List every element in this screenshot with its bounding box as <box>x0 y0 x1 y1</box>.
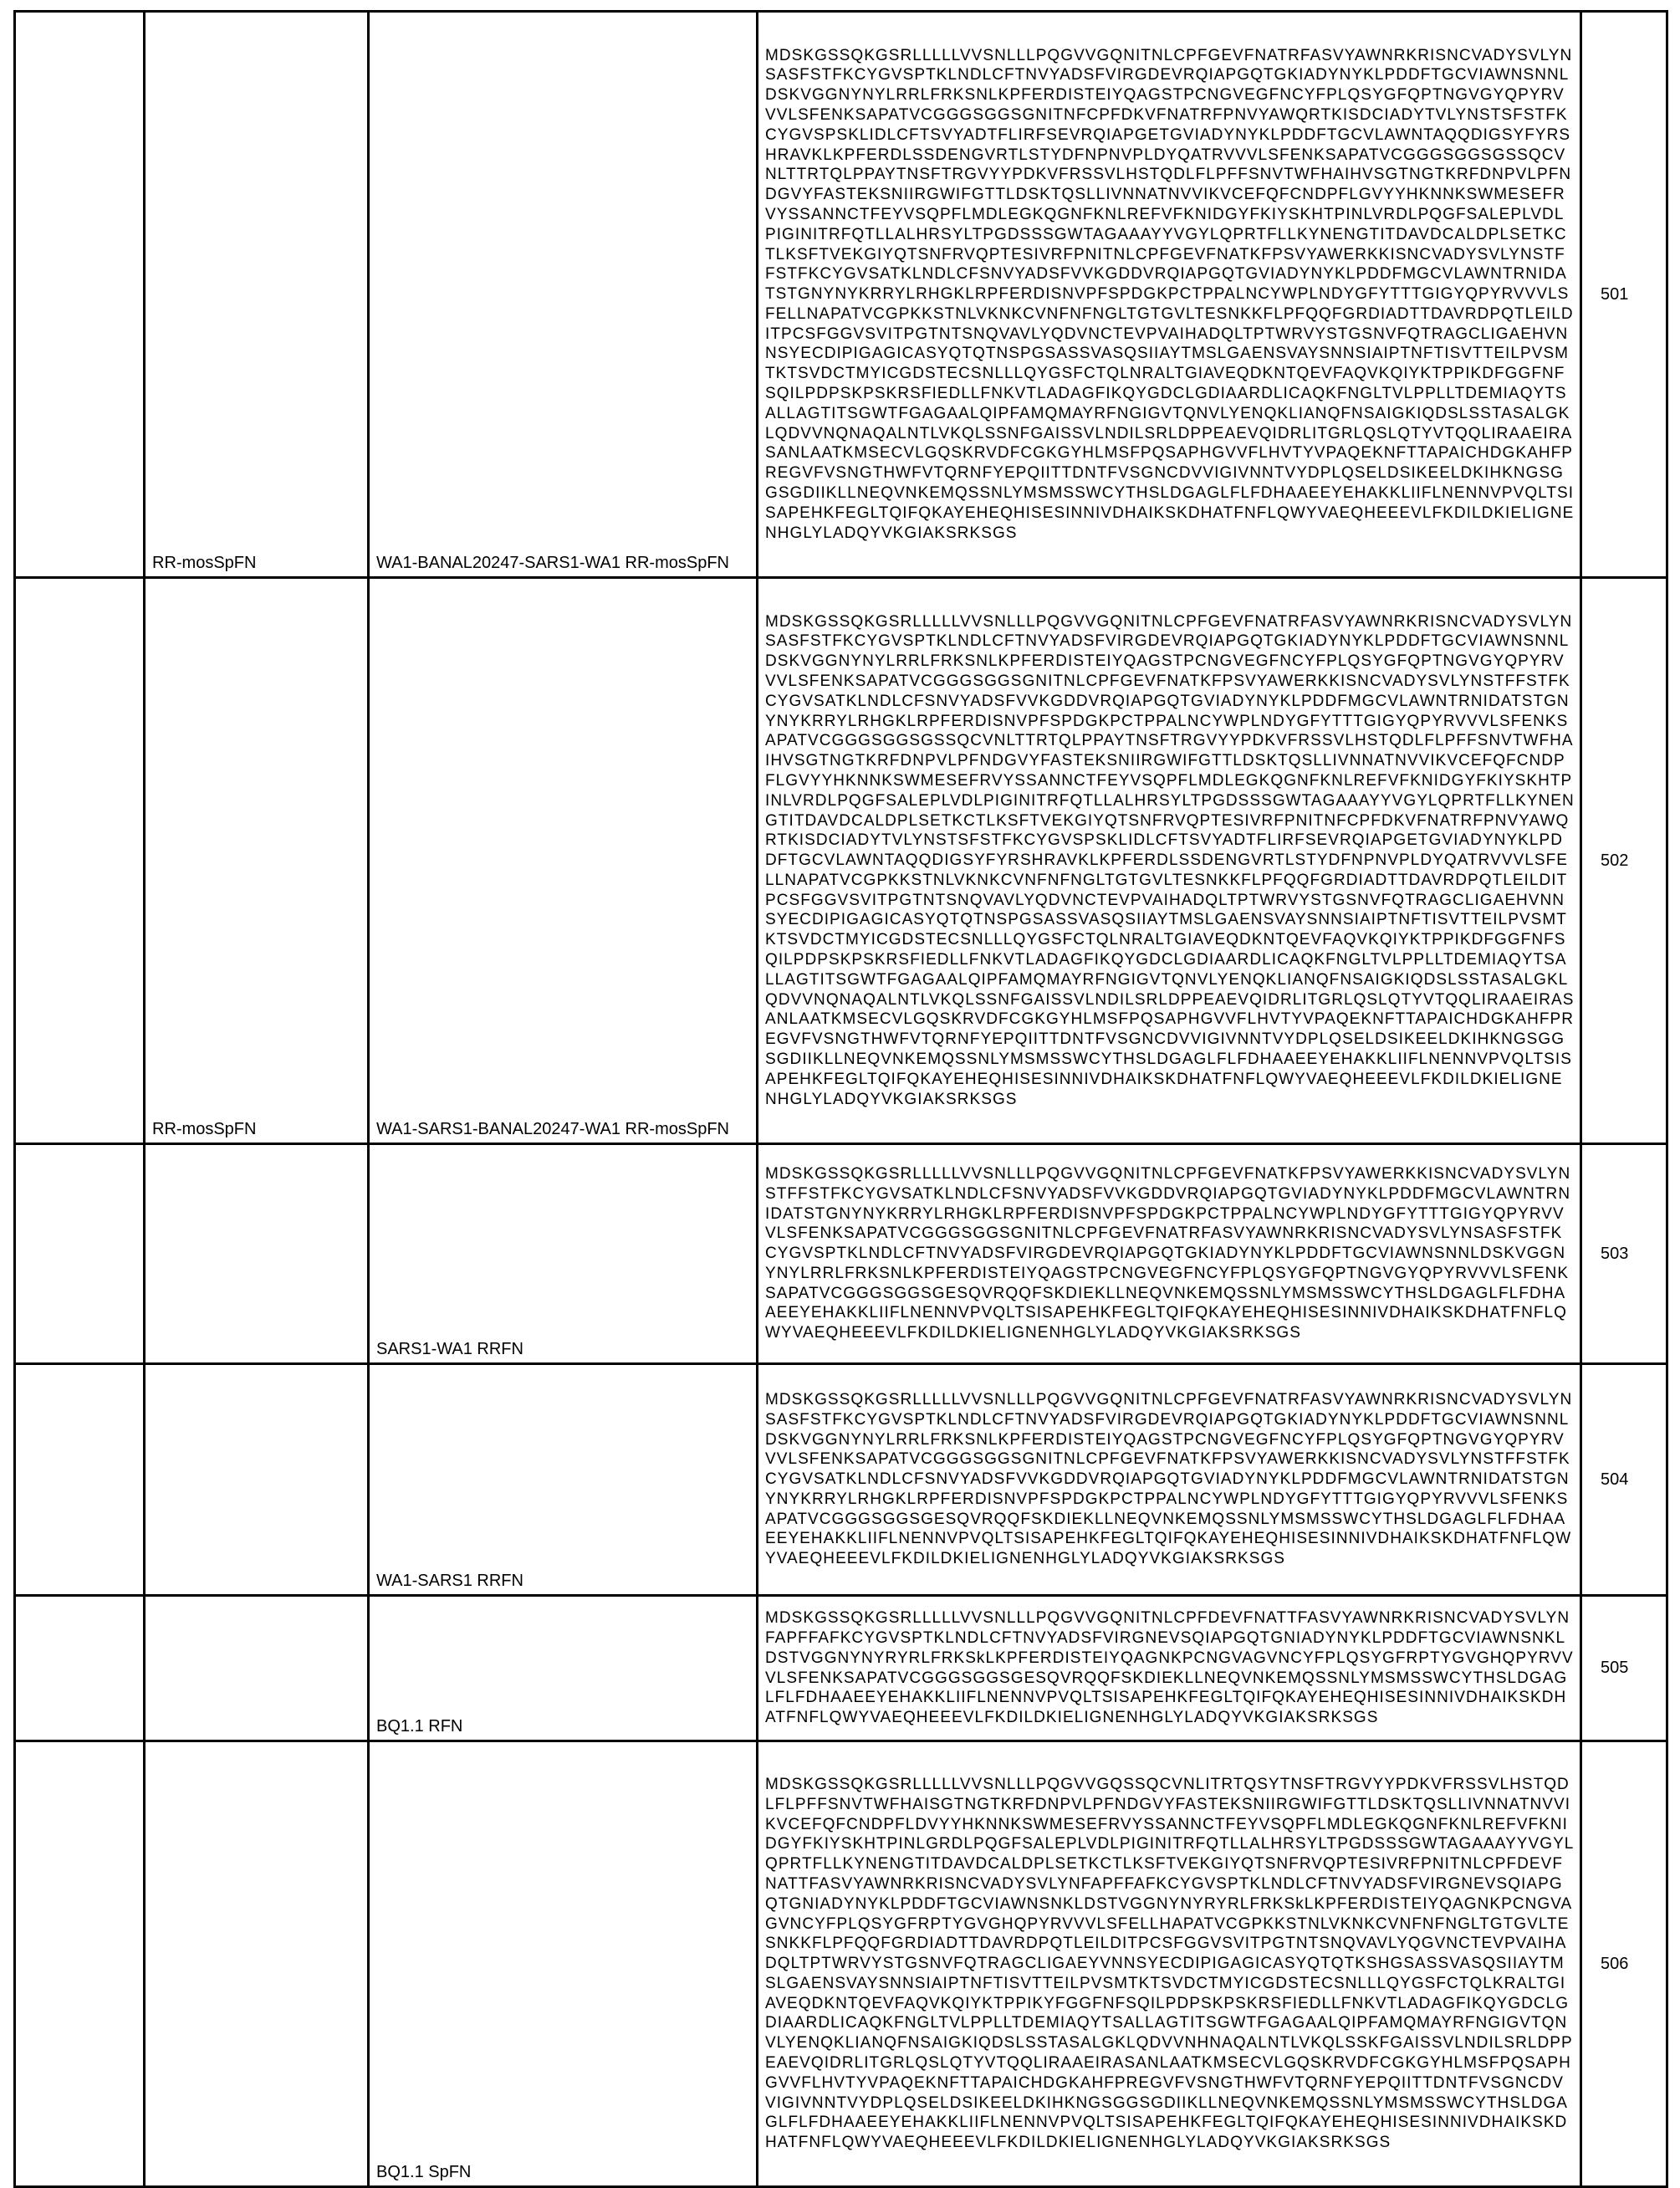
construct-name-label: BQ1.1 RFN <box>369 1596 758 1741</box>
seq-id-number: 501 <box>1581 12 1667 578</box>
seq-id-number: 506 <box>1581 1741 1667 2187</box>
seq-id-number: 504 <box>1581 1364 1667 1596</box>
construct-family-label <box>145 1741 369 2187</box>
construct-family-label: RR-mosSpFN <box>145 578 369 1144</box>
construct-name-label: WA1-SARS1-BANAL20247-WA1 RR-mosSpFN <box>369 578 758 1144</box>
construct-family-label <box>145 1364 369 1596</box>
construct-family-label: RR-mosSpFN <box>145 12 369 578</box>
table-row <box>15 578 1667 1144</box>
seq-id-number: 502 <box>1581 578 1667 1144</box>
amino-acid-sequence: MDSKGSSQKGSRLLLLLVVSNLLLPQGVVGQNITNLCPFDEVFNATTFASVYAWNRKRISNCVADYSVLYNFAPFFAFKCYGVSPTKLNDLCFTNVYADSFVIRGNEVSQIAPGQTGNIADYNYKLPDDFTGCVIAWNSNKLDSTVGGNYNYRYRLFRKSkLKPFERDISTEIYQAGNKPCNGVAGVNCYFPLQSYGFRPTYGVGHQPYRVVVLSFENKSAPATVCGGGSGGSGESQVRQQFSKDIEKLLNEQVNKEMQSSNLYMSMSSWCYTHSLDGAGLFLFDHAAEEYEHAKKLIIFLNENNVPVQLTSISAPEHKFEGLTQIFQKAYEHEQHISESINNIVDHAIKSKDHATFNFLQWYVAEQHEEEVLFKDILDKIELIGNENHGLYLADQYVKGIAKSRKSGS <box>758 1596 1581 1741</box>
empty-cell <box>15 1741 145 2187</box>
seq-id-number: 503 <box>1581 1144 1667 1364</box>
construct-name-label: WA1-SARS1 RRFN <box>369 1364 758 1596</box>
empty-cell <box>15 578 145 1144</box>
construct-name-label: WA1-BANAL20247-SARS1-WA1 RR-mosSpFN <box>369 12 758 578</box>
amino-acid-sequence: MDSKGSSQKGSRLLLLLVVSNLLLPQGVVGQNITNLCPFGEVFNATRFASVYAWNRKRISNCVADYSVLYNSASFSTFKCYGVSPTKLNDLCFTNVYADSFVIRGDEVRQIAPGQTGKIADYNYKLPDDFTGCVIAWNSNNLDSKVGGNYNYLRRLFRKSNLKPFERDISTEIYQAGSTPCNGVEGFNCYFPLQSYGFQPTNGVGYQPYRVVVLSFENKSAPATVCGGGSGGSGNITNLCPFGEVFNATKFPSVYAWERKKISNCVADYSVLYNSTFFSTFKCYGVSATKLNDLCFSNVYADSFVVKGDDVRQIAPGQTGVIADYNYKLPDDFMGCVLAWNTRNIDATSTGNYNYKRRYLRHGKLRPFERDISNVPFSPDGKPCTPPALNCYWPLNDYGFYTTTGIGYQPYRVVVLSFENKSAPATVCGGGSGGSGSSQCVNLTTRTQLPPAYTNSFTRGVYYPDKVFRSSVLHSTQDLFLPFFSNVTWFHAIHVSGTNGTKRFDNPVLPFNDGVYFASTEKSNIIRGWIFGTTLDSKTQSLLIVNNATNVVIKVCEFQFCNDPFLGVYYHKNNKSWMESEFRVYSSANNCTFEYVSQPFLMDLEGKQGNFKNLREFVFKNIDGYFKIYSKHTPINLVRDLPQGFSALEPLVDLPIGINITRFQTLLALHRSYLTPGDSSSGWTAGAAAYYVGYLQPRTFLLKYNENGTITDAVDCALDPLSETKCTLKSFTVEKGIYQTSNFRVQPTESIVRFPNITNFCPFDKVFNATRFPNVYAWQRTKISDCIADYTVLYNSTSFSTFKCYGVSPSKLIDLCFTSVYADTFLIRFSEVRQIAPGETGVIADYNYKLPDDFTGCVLAWNTAQQDIGSYFYRSHRAVKLKPFERDLSSDENGVRTLSTYDFNPNVPLDYQATRVVVLSFELLNAPATVCGPKKSTNLVKNKCVNFNFNGLTGTGVLTESNKKFLPFQQFGRDIADTTDAVRDPQTLEILDITPCSFGGVSVITPGTNTSNQVAVLYQDVNCTEVPVAIHADQLTPTWRVYSTGSNVFQTRAGCLIGAEHVNNSYECDIPIGAGICASYQTQTNSPGSASSVASQSIIAYTMSLGAENSVAYSNNSIAIPTNFTISVTTEILPVSMTKTSVDCTMYICGDSTECSNLLLQYGSFCTQLNRALTGIAVEQDKNTQEVFAQVKQIYKTPPIKDFGGFNFSQILPDPSKPSKRSFIEDLLFNKVTLADAGFIKQYGDCLGDIAARDLICAQKFNGLTVLPPLLTDEMIAQYTSALLAGTITSGWTFGAGAALQIPFAMQMAYRFNGIGVTQNVLYENQKLIANQFNSAIGKIQDSLSSTASALGKLQDVVNQNAQALNTLVKQLSSNFGAISSVLNDILSRLDPPEAEVQIDRLITGRLQSLQTYVTQQLIRAAEIRASANLAATKMSECVLGQSKRVDFCGKGYHLMSFPQSAPHGVVFLHVTYVPAQEKNFTTAPAICHDGKAHFPREGVFVSNGTHWFVTQRNFYEPQIITTDNTFVSGNCDVVIGIVNNTVYDPLQSELDSIKEELDKIHKNGSGGSGDIIKLLNEQVNKEMQSSNLYMSMSSWCYTHSLDGAGLFLFDHAAEEYEHAKKLIIFLNENNVPVQLTSISAPEHKFEGLTQIFQKAYEHEQHISESINNIVDHAIKSKDHATFNFLQWYVAEQHEEEVLFKDILDKIELIGNENHGLYLADQYVKGIAKSRKSGS <box>758 578 1581 1144</box>
table-row <box>15 1364 1667 1596</box>
amino-acid-sequence: MDSKGSSQKGSRLLLLLVVSNLLLPQGVVGQNITNLCPFGEVFNATRFASVYAWNRKRISNCVADYSVLYNSASFSTFKCYGVSPTKLNDLCFTNVYADSFVIRGDEVRQIAPGQTGKIADYNYKLPDDFTGCVIAWNSNNLDSKVGGNYNYLRRLFRKSNLKPFERDISTEIYQAGSTPCNGVEGFNCYFPLQSYGFQPTNGVGYQPYRVVVLSFENKSAPATVCGGGSGGSGNITNLCPFGEVFNATKFPSVYAWERKKISNCVADYSVLYNSTFFSTFKCYGVSATKLNDLCFSNVYADSFVVKGDDVRQIAPGQTGVIADYNYKLPDDFMGCVLAWNTRNIDATSTGNYNYKRRYLRHGKLRPFERDISNVPFSPDGKPCTPPALNCYWPLNDYGFYTTTGIGYQPYRVVVLSFENKSAPATVCGGGSGGSGESQVRQQFSKDIEKLLNEQVNKEMQSSNLYMSMSSWCYTHSLDGAGLFLFDHAAEEYEHAKKLIIFLNENNVPVQLTSISAPEHKFEGLTQIFQKAYEHEQHISESINNIVDHAIKSKDHATFNFLQWYVAEQHEEEVLFKDILDKIELIGNENHGLYLADQYVKGIAKSRKSGS <box>758 1364 1581 1596</box>
construct-family-label <box>145 1144 369 1364</box>
table-row <box>15 1596 1667 1741</box>
seq-id-number: 505 <box>1581 1596 1667 1741</box>
table-row <box>15 12 1667 578</box>
amino-acid-sequence: MDSKGSSQKGSRLLLLLVVSNLLLPQGVVGQSSQCVNLITRTQSYTNSFTRGVYYPDKVFRSSVLHSTQDLFLPFFSNVTWFHAISGTNGTKRFDNPVLPFNDGVYFASTEKSNIIRGWIFGTTLDSKTQSLLIVNNATNVVIKVCEFQFCNDPFLDVYYHKNNKSWMESEFRVYSSANNCTFEYVSQPFLMDLEGKQGNFKNLREFVFKNIDGYFKIYSKHTPINLGRDLPQGFSALEPLVDLPIGINITRFQTLLALHRSYLTPGDSSSGWTAGAAAYYVGYLQPRTFLLKYNENGTITDAVDCALDPLSETKCTLKSFTVEKGIYQTSNFRVQPTESIVRFPNITNLCPFDEVFNATTFASVYAWNRKRISNCVADYSVLYNFAPFFAFKCYGVSPTKLNDLCFTNVYADSFVIRGNEVSQIAPGQTGNIADYNYKLPDDFTGCVIAWNSNKLDSTVGGNYNYRYRLFRKSkLKPFERDISTEIYQAGNKPCNGVAGVNCYFPLQSYGFRPTYGVGHQPYRVVVLSFELLHAPATVCGPKKSTNLVKNKCVNFNFNGLTGTGVLTESNKKFLPFQQFGRDIADTTDAVRDPQTLEILDITPCSFGGVSVITPGTNTSNQVAVLYQGVNCTEVPVAIHADQLTPTWRVYSTGSNVFQTRAGCLIGAEYVNNSYECDIPIGAGICASYQTQTKSHGSASSVASQSIIAYTMSLGAENSVAYSNNSIAIPTNFTISVTTEILPVSMTKTSVDCTMYICGDSTECSNLLLQYGSFCTQLKRALTGIAVEQDKNTQEVFAQVKQIYKTPPIKYFGGFNFSQILPDPSKPSKRSFIEDLLFNKVTLADAGFIKQYGDCLGDIAARDLICAQKFNGLTVLPPLLTDEMIAQYTSALLAGTITSGWTFGAGAALQIPFAMQMAYRFNGIGVTQNVLYENQKLIANQFNSAIGKIQDSLSSTASALGKLQDVVNHNAQALNTLVKQLSSKFGAISSVLNDILSRLDPPEAEVQIDRLITGRLQSLQTYVTQQLIRAAEIRASANLAATKMSECVLGQSKRVDFCGKGYHLMSFPQSAPHGVVFLHVTYVPAQEKNFTTAPAICHDGKAHFPREGVFVSNGTHWFVTQRNFYEPQIITTDNTFVSGNCDVVIGIVNNTVYDPLQSELDSIKEELDKIHKNGSGGSGDIIKLLNEQVNKEMQSSNLYMSMSSWCYTHSLDGAGLFLFDHAAEEYEHAKKLIIFLNENNVPVQLTSISAPEHKFEGLTQIFQKAYEHEQHISESINNIVDHAIKSKDHATFNFLQWYVAEQHEEEVLFKDILDKIELIGNENHGLYLADQYVKGIAKSRKSGS <box>758 1741 1581 2187</box>
empty-cell <box>15 1364 145 1596</box>
empty-cell <box>15 12 145 578</box>
table-row <box>15 1741 1667 2187</box>
empty-cell <box>15 1596 145 1741</box>
table-row <box>15 1144 1667 1364</box>
construct-name-label: BQ1.1 SpFN <box>369 1741 758 2187</box>
construct-family-label <box>145 1596 369 1741</box>
construct-name-label: SARS1-WA1 RRFN <box>369 1144 758 1364</box>
amino-acid-sequence: MDSKGSSQKGSRLLLLLVVSNLLLPQGVVGQNITNLCPFGEVFNATKFPSVYAWERKKISNCVADYSVLYNSTFFSTFKCYGVSATKLNDLCFSNVYADSFVVKGDDVRQIAPGQTGVIADYNYKLPDDFMGCVLAWNTRNIDATSTGNYNYKRRYLRHGKLRPFERDISNVPFSPDGKPCTPPALNCYWPLNDYGFYTTTGIGYQPYRVVVLSFENKSAPATVCGGGSGGSGNITNLCPFGEVFNATRFASVYAWNRKRISNCVADYSVLYNSASFSTFKCYGVSPTKLNDLCFTNVYADSFVIRGDEVRQIAPGQTGKIADYNYKLPDDFTGCVIAWNSNNLDSKVGGNYNYLRRLFRKSNLKPFERDISTEIYQAGSTPCNGVEGFNCYFPLQSYGFQPTNGVGYQPYRVVVLSFENKSAPATVCGGGSGGSGESQVRQQFSKDIEKLLNEQVNKEMQSSNLYMSMSSWCYTHSLDGAGLFLFDHAAEEYEHAKKLIIFLNENNVPVQLTSISAPEHKFEGLTQIFQKAYEHEQHISESINNIVDHAIKSKDHATFNFLQWYVAEQHEEEVLFKDILDKIELIGNENHGLYLADQYVKGIAKSRKSGS <box>758 1144 1581 1364</box>
amino-acid-sequence: MDSKGSSQKGSRLLLLLVVSNLLLPQGVVGQNITNLCPFGEVFNATRFASVYAWNRKRISNCVADYSVLYNSASFSTFKCYGVSPTKLNDLCFTNVYADSFVIRGDEVRQIAPGQTGKIADYNYKLPDDFTGCVIAWNSNNLDSKVGGNYNYLRRLFRKSNLKPFERDISTEIYQAGSTPCNGVEGFNCYFPLQSYGFQPTNGVGYQPYRVVVLSFENKSAPATVCGGGSGGSGNITNFCPFDKVFNATRFPNVYAWQRTKISDCIADYTVLYNSTSFSTFKCYGVSPSKLIDLCFTSVYADTFLIRFSEVRQIAPGETGVIADYNYKLPDDFTGCVLAWNTAQQDIGSYFYRSHRAVKLKPFERDLSSDENGVRTLSTYDFNPNVPLDYQATRVVVLSFENKSAPATVCGGGSGGSGSSQCVNLTTRTQLPPAYTNSFTRGVYYPDKVFRSSVLHSTQDLFLPFFSNVTWFHAIHVSGTNGTKRFDNPVLPFNDGVYFASTEKSNIIRGWIFGTTLDSKTQSLLIVNNATNVVIKVCEFQFCNDPFLGVYYHKNNKSWMESEFRVYSSANNCTFEYVSQPFLMDLEGKQGNFKNLREFVFKNIDGYFKIYSKHTPINLVRDLPQGFSALEPLVDLPIGINITRFQTLLALHRSYLTPGDSSSGWTAGAAAYYVGYLQPRTFLLKYNENGTITDAVDCALDPLSETKCTLKSFTVEKGIYQTSNFRVQPTESIVRFPNITNLCPFGEVFNATKFPSVYAWERKKISNCVADYSVLYNSTFFSTFKCYGVSATKLNDLCFSNVYADSFVVKGDDVRQIAPGQTGVIADYNYKLPDDFMGCVLAWNTRNIDATSTGNYNYKRRYLRHGKLRPFERDISNVPFSPDGKPCTPPALNCYWPLNDYGFYTTTGIGYQPYRVVVLSFELLNAPATVCGPKKSTNLVKNKCVNFNFNGLTGTGVLTESNKKFLPFQQFGRDIADTTDAVRDPQTLEILDITPCSFGGVSVITPGTNTSNQVAVLYQDVNCTEVPVAIHADQLTPTWRVYSTGSNVFQTRAGCLIGAEHVNNSYECDIPIGAGICASYQTQTNSPGSASSVASQSIIAYTMSLGAENSVAYSNNSIAIPTNFTISVTTEILPVSMTKTSVDCTMYICGDSTECSNLLLQYGSFCTQLNRALTGIAVEQDKNTQEVFAQVKQIYKTPPIKDFGGFNFSQILPDPSKPSKRSFIEDLLFNKVTLADAGFIKQYGDCLGDIAARDLICAQKFNGLTVLPPLLTDEMIAQYTSALLAGTITSGWTFGAGAALQIPFAMQMAYRFNGIGVTQNVLYENQKLIANQFNSAIGKIQDSLSSTASALGKLQDVVNQNAQALNTLVKQLSSNFGAISSVLNDILSRLDPPEAEVQIDRLITGRLQSLQTYVTQQLIRAAEIRASANLAATKMSECVLGQSKRVDFCGKGYHLMSFPQSAPHGVVFLHVTYVPAQEKNFTTAPAICHDGKAHFPREGVFVSNGTHWFVTQRNFYEPQIITTDNTFVSGNCDVVIGIVNNTVYDPLQSELDSIKEELDKIHKNGSGGSGDIIKLLNEQVNKEMQSSNLYMSMSSWCYTHSLDGAGLFLFDHAAEEYEHAKKLIIFLNENNVPVQLTSISAPEHKFEGLTQIFQKAYEHEQHISESINNIVDHAIKSKDHATFNFLQWYVAEQHEEEVLFKDILDKIELIGNENHGLYLADQYVKGIAKSRKSGS <box>758 12 1581 578</box>
empty-cell <box>15 1144 145 1364</box>
sequence-listing-table <box>13 10 1668 2188</box>
